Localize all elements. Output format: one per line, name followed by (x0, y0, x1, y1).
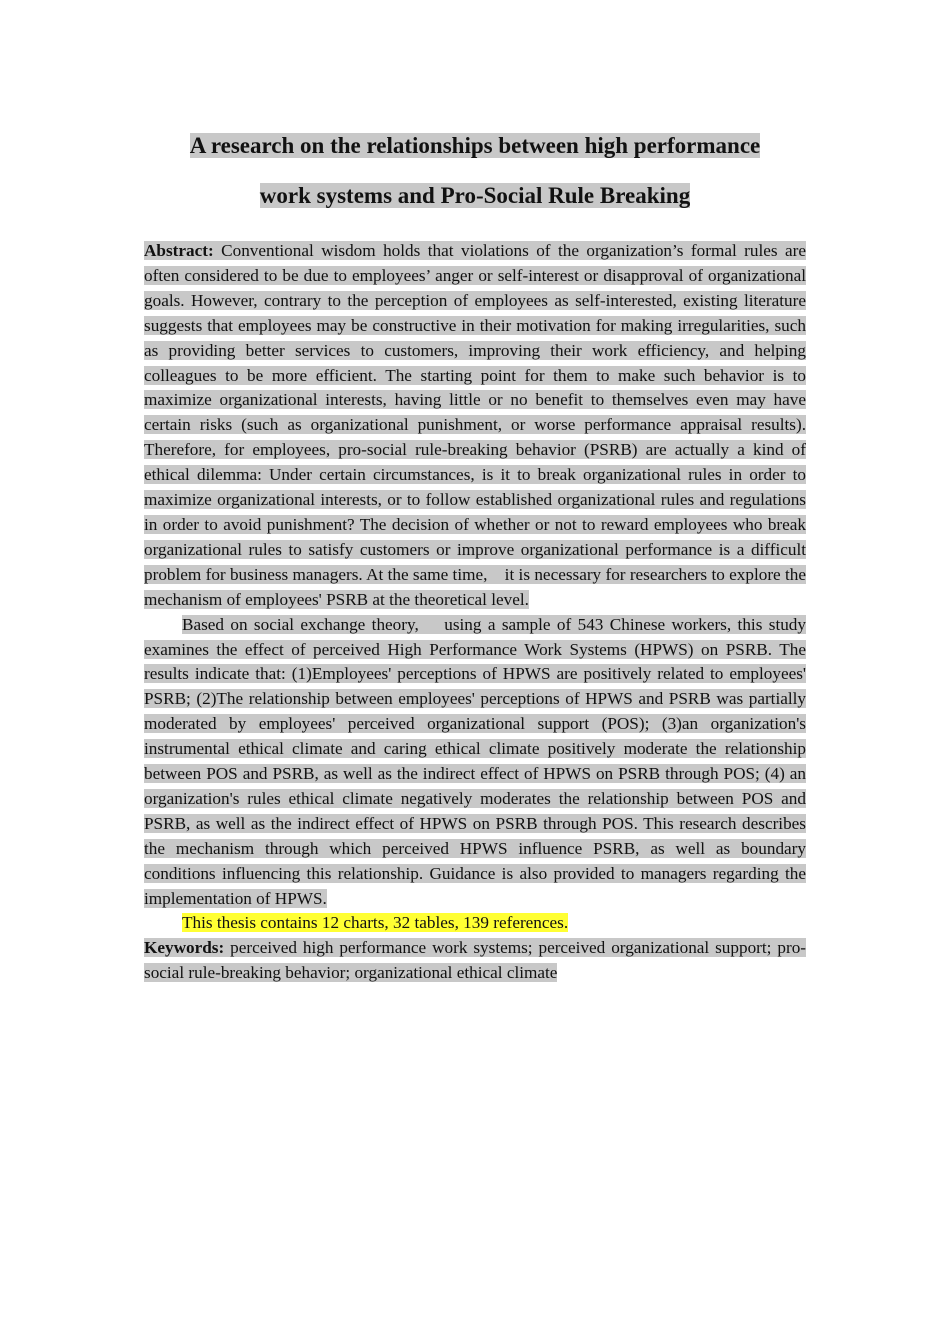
keywords-text: perceived high performance work systems; perceived organizational support; pro-social rule-breaking behavior; organizational ethical climate (144, 938, 807, 983)
abstract-text-2: Based on social exchange theory, using a sample of 543 Chinese workers, this study examines the effect of perceived High Performance Work Systems (HPWS) on PSRB. The results indicate that: (1)Employees' perceptions of HPWS are positively related to employees' PSRB; (2)The relationship between employees' perceptions of HPWS and PSRB was partially moderated by employees' perceived organizational support (POS); (3)an organization's instrumental ethical climate and caring ethical climate positively moderate the relationship between POS and PSRB, as well as the indirect effect of HPWS on PSRB through POS; (4) an organization's rules ethical climate negatively moderates the relationship between POS and PSRB, as well as the indirect effect of HPWS on PSRB through POS. This research describes the mechanism through which perceived HPWS influence PSRB, as well as boundary conditions influencing this relationship. Guidance is also provided to managers regarding the implementation of HPWS. (144, 614, 806, 908)
abstract-text-1: Conventional wisdom holds that violations of the organization’s formal rules are often considered to be due to employees’ anger or self-interest or disapproval of organizational goals. However, contrary to the perception of employees as self-interested, existing literature suggests that employees may be constructive in their motivation for making irregularities, such as providing better services to customers, improving their work efficiency, and helping colleagues to be more efficient. The starting point for them to make such behavior is to maximize organizational interests, having little or no benefit to themselves even may have certain risks (such as organizational punishment, or worse performance appraisal results). Therefore, for employees, pro-social rule-breaking behavior (PSRB) are actually a kind of ethical dilemma: Under certain circumstances, is it to break organizational rules in order to maximize organizational interests, or to follow established organizational rules and regulations in order to avoid punishment? The decision of whether or not to reward employees who break organizational rules to satisfy customers or improve organizational performance is a difficult problem for business managers. At the same time, it is necessary for researchers to explore the mechanism of employees' PSRB at the theoretical level. (144, 241, 807, 609)
title-line-1: A research on the relationships between high performance (189, 133, 761, 158)
abstract-section (144, 239, 806, 986)
keywords-label: Keywords: (144, 938, 225, 958)
thesis-note-text: This thesis contains 12 charts, 32 tables, 139 references. (182, 913, 569, 933)
abstract-label: Abstract: (144, 241, 214, 260)
keywords-paragraph (144, 936, 806, 986)
document-title (140, 121, 810, 221)
thesis-note (144, 911, 806, 936)
title-line-2: work systems and Pro-Social Rule Breaking (259, 183, 691, 208)
abstract-paragraph-1 (144, 239, 806, 613)
abstract-paragraph-2 (144, 613, 806, 912)
